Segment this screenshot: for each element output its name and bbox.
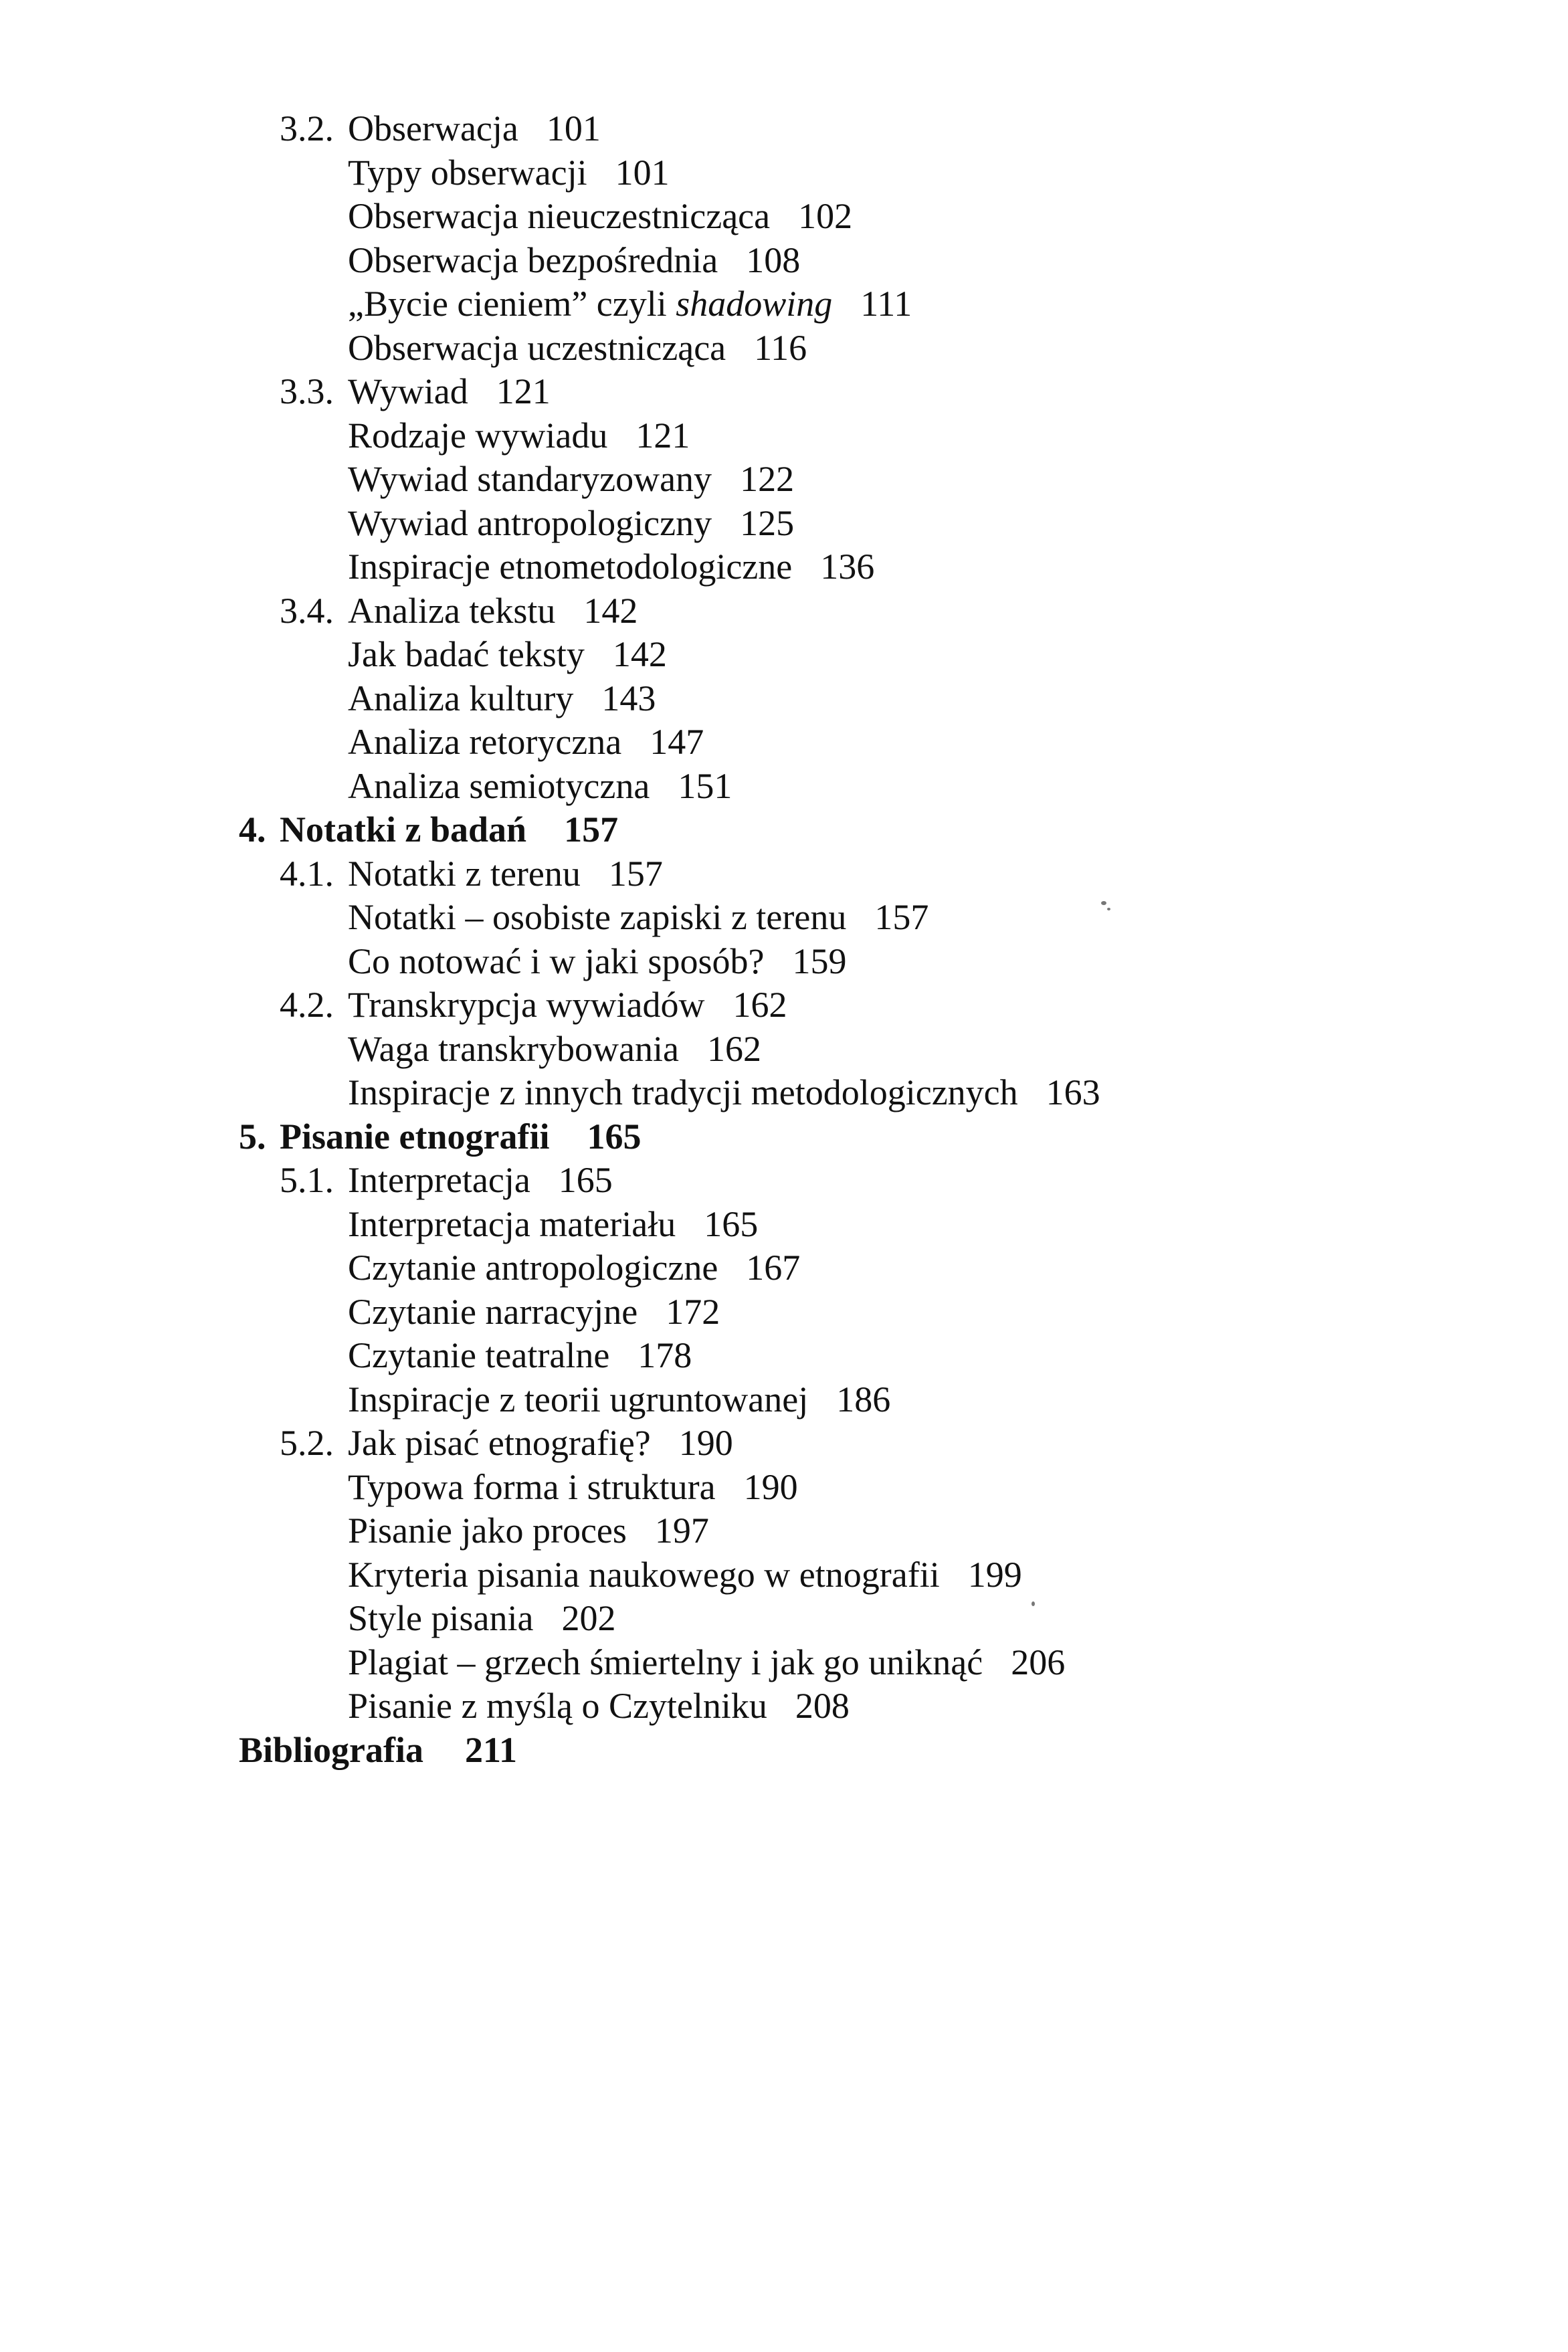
toc-entry-title-text: Waga transkrybowania bbox=[348, 1028, 679, 1069]
toc-entry-title bbox=[348, 1684, 850, 1729]
toc-entry-title-text: Typowa forma i struktura bbox=[348, 1466, 716, 1507]
toc-entry-title bbox=[348, 852, 663, 896]
toc-entry-title bbox=[348, 370, 551, 414]
toc-entry-title-text: Analiza kultury bbox=[348, 678, 574, 718]
toc-entry-title-text: Jak pisać etnografię? bbox=[348, 1423, 651, 1463]
toc-entry-page-number: 102 bbox=[798, 196, 853, 236]
toc-entry bbox=[0, 852, 1568, 896]
toc-entry-title-text: Czytanie narracyjne bbox=[348, 1291, 638, 1332]
toc-entry-page-number: 162 bbox=[732, 985, 787, 1025]
toc-entry-page-number: 208 bbox=[795, 1686, 850, 1726]
toc-entry-page-number: 178 bbox=[638, 1335, 692, 1375]
toc-entry-title-text: Obserwacja uczestnicząca bbox=[348, 327, 726, 368]
toc-entry-page-number: 162 bbox=[706, 1028, 761, 1069]
toc-entry-number: 5. bbox=[239, 1116, 266, 1157]
toc-entry bbox=[0, 458, 1568, 502]
toc-entry-title-text: Wywiad antropologiczny bbox=[348, 502, 712, 543]
toc-entry-title bbox=[348, 239, 800, 283]
toc-entry-title-text: Czytanie teatralne bbox=[348, 1335, 610, 1375]
toc-entry-title-text: Plagiat – grzech śmiertelny i jak go uniknąć bbox=[348, 1642, 983, 1682]
toc-entry-title bbox=[348, 414, 690, 458]
toc-entry bbox=[0, 282, 1568, 326]
toc-entry bbox=[0, 983, 1568, 1027]
toc-entry bbox=[0, 633, 1568, 677]
toc-entry-title-text: Transkrypcja wywiadów bbox=[348, 985, 705, 1025]
toc-entry-title bbox=[348, 633, 667, 677]
toc-entry-number: 4. bbox=[239, 809, 266, 850]
toc-entry-title bbox=[348, 720, 704, 765]
toc-entry-title bbox=[348, 1027, 761, 1072]
toc-entry-title-text: Inspiracje etnometodologiczne bbox=[348, 547, 793, 587]
toc-entry-title bbox=[348, 765, 732, 809]
toc-entry-title-text: Pisanie jako proces bbox=[348, 1510, 627, 1551]
toc-entry-title bbox=[280, 808, 618, 852]
toc-entry-title-text: Notatki – osobiste zapiski z terenu bbox=[348, 897, 847, 937]
toc-entry-title bbox=[348, 1641, 1065, 1685]
toc-entry-title-text: Bibliografia bbox=[239, 1729, 424, 1770]
scan-speck bbox=[1107, 908, 1110, 910]
toc-entry-page-number: 125 bbox=[740, 502, 795, 543]
toc-entry bbox=[0, 1290, 1568, 1335]
toc-entry bbox=[0, 414, 1568, 458]
toc-entry-title-text: Analiza semiotyczna bbox=[348, 765, 650, 806]
toc-entry-title bbox=[348, 107, 601, 151]
toc-entry-page-number: 157 bbox=[564, 809, 619, 850]
toc-entry-number: 4.2. bbox=[280, 985, 334, 1025]
toc-entry-title-text: Analiza tekstu bbox=[348, 590, 556, 631]
toc-entry-page-number: 159 bbox=[792, 941, 847, 981]
toc-entry-page-number: 143 bbox=[601, 678, 656, 718]
toc-entry-page-number: 165 bbox=[587, 1116, 642, 1157]
toc-entry-title bbox=[348, 1290, 720, 1335]
toc-entry-title bbox=[348, 1203, 758, 1247]
toc-entry-page-number: 142 bbox=[583, 590, 638, 631]
toc-entry-page-number: 206 bbox=[1011, 1642, 1066, 1682]
toc-entry-title bbox=[348, 677, 656, 721]
toc-entry-title bbox=[348, 1466, 798, 1510]
toc-entry-page-number: 172 bbox=[666, 1291, 720, 1332]
toc-entry-page-number: 116 bbox=[754, 327, 807, 368]
toc-entry-title bbox=[348, 1071, 1100, 1115]
toc-entry-title bbox=[348, 1553, 1022, 1597]
toc-entry bbox=[0, 370, 1568, 414]
toc-entry-title bbox=[348, 326, 807, 371]
toc-entry-page-number: 121 bbox=[635, 415, 690, 456]
toc-entry-title bbox=[348, 195, 852, 239]
toc-entry-title bbox=[348, 1334, 692, 1378]
toc-entry-title bbox=[348, 896, 928, 940]
toc-entry bbox=[0, 589, 1568, 633]
toc-entry-page-number: 211 bbox=[465, 1729, 518, 1770]
toc-entry-title-italic: shadowing bbox=[676, 284, 833, 324]
toc-entry-number: 3.3. bbox=[280, 371, 334, 411]
toc-entry-page-number: 142 bbox=[612, 634, 667, 674]
toc-entry-number: 5.2. bbox=[280, 1423, 334, 1463]
toc-entry bbox=[0, 1159, 1568, 1203]
toc-entry-page-number: 121 bbox=[496, 371, 551, 411]
toc-entry-title-text: Typy obserwacji bbox=[348, 152, 587, 193]
toc-entry-title-text: Notatki z terenu bbox=[348, 853, 581, 894]
toc-entry bbox=[0, 1553, 1568, 1597]
toc-entry-title-text: Interpretacja materiału bbox=[348, 1203, 676, 1244]
toc-entry-page-number: 186 bbox=[836, 1379, 891, 1419]
toc-entry-title bbox=[348, 1597, 615, 1641]
toc-entry-title-text: Obserwacja nieuczestnicząca bbox=[348, 196, 771, 236]
toc-entry-title-text: Analiza retoryczna bbox=[348, 722, 622, 762]
toc-entry-page-number: 167 bbox=[746, 1248, 801, 1288]
toc-entry-page-number: 111 bbox=[860, 284, 912, 324]
toc-entry bbox=[0, 545, 1568, 589]
toc-entry-title-text: Pisanie z myślą o Czytelniku bbox=[348, 1686, 767, 1726]
toc-entry-page-number: 157 bbox=[608, 853, 663, 894]
toc-entry-title-text: Pisanie etnografii bbox=[280, 1116, 550, 1157]
toc-entry bbox=[0, 151, 1568, 195]
toc-entry-page-number: 163 bbox=[1046, 1072, 1100, 1112]
table-of-contents bbox=[0, 107, 1568, 1772]
toc-entry-page-number: 165 bbox=[558, 1160, 613, 1200]
toc-entry-title bbox=[239, 1729, 517, 1773]
toc-entry-page-number: 197 bbox=[654, 1510, 709, 1551]
toc-entry-title bbox=[280, 1115, 641, 1159]
toc-entry-page-number: 101 bbox=[615, 152, 670, 193]
toc-entry bbox=[0, 677, 1568, 721]
toc-entry-number: 3.2. bbox=[280, 108, 334, 149]
toc-entry bbox=[0, 1466, 1568, 1510]
toc-entry-page-number: 190 bbox=[678, 1423, 733, 1463]
toc-entry-title bbox=[348, 1246, 800, 1290]
toc-entry bbox=[0, 1378, 1568, 1422]
toc-entry bbox=[0, 1027, 1568, 1072]
toc-entry-title bbox=[348, 1422, 733, 1466]
toc-entry-title-text: Jak badać teksty bbox=[348, 634, 585, 674]
toc-entry bbox=[0, 1071, 1568, 1115]
toc-entry-title-text: Co notować i w jaki sposób? bbox=[348, 941, 765, 981]
toc-entry-title bbox=[348, 940, 846, 984]
toc-entry-title-text: Wywiad standaryzowany bbox=[348, 459, 712, 499]
toc-entry bbox=[0, 1203, 1568, 1247]
toc-entry bbox=[0, 1641, 1568, 1685]
toc-entry bbox=[0, 1509, 1568, 1553]
toc-entry bbox=[0, 1684, 1568, 1729]
toc-entry bbox=[0, 940, 1568, 984]
toc-entry bbox=[0, 1334, 1568, 1378]
toc-entry bbox=[0, 107, 1568, 151]
toc-entry-page-number: 147 bbox=[650, 722, 704, 762]
toc-entry-title bbox=[348, 458, 794, 502]
toc-entry-title bbox=[348, 545, 874, 589]
toc-entry-title bbox=[348, 282, 912, 326]
toc-entry-page-number: 108 bbox=[746, 239, 801, 280]
toc-entry bbox=[0, 765, 1568, 809]
toc-entry bbox=[0, 1246, 1568, 1290]
toc-entry bbox=[0, 239, 1568, 283]
toc-entry bbox=[0, 808, 1568, 852]
toc-entry-title bbox=[348, 1378, 890, 1422]
toc-entry-title bbox=[348, 151, 670, 195]
toc-entry-title bbox=[348, 1509, 709, 1553]
toc-entry-title-text: Kryteria pisania naukowego w etnografii bbox=[348, 1554, 940, 1595]
toc-entry-title-text: Obserwacja bbox=[348, 108, 518, 149]
toc-entry-title-text: Interpretacja bbox=[348, 1160, 530, 1200]
toc-entry-title-text: Inspiracje z teorii ugruntowanej bbox=[348, 1379, 809, 1419]
toc-entry-title bbox=[348, 1159, 613, 1203]
toc-entry bbox=[0, 1597, 1568, 1641]
toc-entry-page-number: 122 bbox=[740, 459, 795, 499]
toc-entry-page-number: 190 bbox=[743, 1466, 798, 1507]
toc-entry-page-number: 165 bbox=[704, 1203, 759, 1244]
toc-entry-title-text: Style pisania bbox=[348, 1598, 534, 1638]
toc-entry-title-text: Notatki z badań bbox=[280, 809, 527, 850]
toc-entry bbox=[0, 195, 1568, 239]
toc-entry bbox=[0, 896, 1568, 940]
toc-entry-page-number: 151 bbox=[678, 765, 732, 806]
toc-entry-title-text: Wywiad bbox=[348, 371, 468, 411]
scan-speck bbox=[1101, 901, 1106, 905]
toc-entry bbox=[0, 502, 1568, 546]
toc-entry-title-text: Rodzaje wywiadu bbox=[348, 415, 608, 456]
toc-entry-number: 5.1. bbox=[280, 1160, 334, 1200]
toc-entry bbox=[0, 326, 1568, 371]
toc-entry-title-text: „Bycie cieniem” czyli bbox=[348, 284, 676, 324]
toc-entry-title-text: Inspiracje z innych tradycji metodologicznych bbox=[348, 1072, 1018, 1112]
toc-entry-title-text: Czytanie antropologiczne bbox=[348, 1248, 718, 1288]
toc-entry-title bbox=[348, 983, 787, 1027]
toc-entry-number: 3.4. bbox=[280, 590, 334, 631]
toc-entry-page-number: 199 bbox=[967, 1554, 1022, 1595]
toc-entry-page-number: 202 bbox=[561, 1598, 616, 1638]
toc-entry-title bbox=[348, 589, 638, 633]
toc-entry bbox=[0, 1729, 1568, 1773]
toc-entry-title bbox=[348, 502, 794, 546]
toc-entry-page-number: 101 bbox=[546, 108, 601, 149]
toc-entry-title-text: Obserwacja bezpośrednia bbox=[348, 239, 718, 280]
toc-entry bbox=[0, 1422, 1568, 1466]
toc-entry-page-number: 136 bbox=[820, 547, 875, 587]
toc-entry bbox=[0, 1115, 1568, 1159]
toc-entry bbox=[0, 720, 1568, 765]
toc-entry-page-number: 157 bbox=[874, 897, 929, 937]
scan-speck bbox=[1032, 1601, 1035, 1606]
toc-entry-number: 4.1. bbox=[280, 853, 334, 894]
